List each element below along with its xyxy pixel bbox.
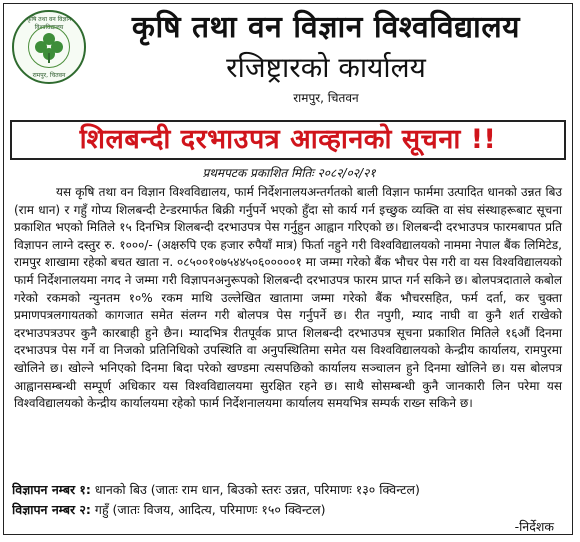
university-name: कृषि तथा वन विज्ञान विश्वविद्यालय — [131, 10, 521, 45]
notice-header — [4, 4, 574, 118]
notice-frame — [3, 3, 573, 535]
advertisement-2-label: विज्ञापन नम्बर २: — [12, 502, 91, 517]
signatory: -निर्देशक — [514, 519, 554, 534]
advertisement-2-text: गहुँ (जातः विजय, आदित्य, परिमाणः १५० क्विन्टल) — [90, 502, 326, 517]
advertisement-1-text: धानको बिउ (जातः राम धान, बिउको स्तरः उन्नत, परिमाणः १३० क्विन्टल) — [90, 482, 420, 497]
notice-body: यस कृषि तथा वन विज्ञान विश्वविद्यालय, फार्म निर्देशनालयअन्तर्गतको बाली विज्ञान फार्ममा उत्पादित धानको उन्नत बिउ (राम धान) र गहुँ गोप्य शिलबन्दी टेन्डरमार्फत बिक्री गर्नुपर्ने भएको हुँदा सो कार्य गर्न इच्छुक व्यक्ति वा संघ संस्थाहरूबाट सूचना प्रकाशित भएको मितिले १५ दिनभित्र शिलबन्दी दरभाउपत्र पेस गर्नुहुन आह्वान गरिएको छ। शिलबन्दी दरभाउपत्र फारमबापत प्रति विज्ञापन लाग्ने दस्तुर रु. १०००/- (अक्षरुपि एक हजार रुपैयाँ मात्र) फिर्ता नहुने गरी विश्वविद्यालयको नाममा नेपाल बैंक लिमिटेड, रामपुर शाखामा रहेको बचत खाता न. ०८५००१०७५४४५०६०००००१ मा जम्मा गरेको बैंक भौचर पेस गरी वा यस विश्वविद्यालयको फार्म निर्देशनालयमा नगद ने जम्मा गरी विज्ञापनअनुरूपको शिलबन्दी दरभाउपत्र फारम प्राप्त गर्न सकिने छ। बोलपत्रदाताले कबोल गरेको रकमको न्युनतम १०% रकम माथि उल्लेखित खातामा जम्मा गरेको बैंक भौचरसहित, फर्म दर्ता, कर चुक्ता प्रमाणपत्रलगायतको कागजात समेत संलग्न गरी बोलपत्र पेस गर्नुपर्ने छ। रीत नपुगी, म्याद नाघी वा कुनै शर्त राखेको दरभाउपत्रउपर कुनै कारबाही हुने छैन। म्यादभित्र रीतपूर्वक प्राप्त शिलबन्दी दरभाउपत्र सूचना प्रकाशित मितिले १६औं दिनमा दरभाउपत्र पेस गर्ने वा निजको प्रतिनिधिको उपस्थिति वा अनुपस्थितिमा समेत यस विश्वविद्यालयको केन्द्रीय कार्यालय, रामपुरमा खोलिने छ। खोल्ने भनिएको दिनमा बिदा परेको खण्डमा त्यसपछिको कार्यालय सञ्चालन हुने दिनमा खोलिने छ। यस बोलपत्र आह्वानसम्बन्धी सम्पूर्ण अधिकार यस विश्वविद्यालयमा सुरक्षित रहने छ। साथै सोसम्बन्धी कुनै जानकारी लिन परेमा यस विश्वविद्यालयको केन्द्रीय कार्यालयमा रहेको फार्म निर्देशनालयमा कार्यालय समयभित्र सम्पर्क राख्न सकिने छ। — [14, 185, 562, 411]
university-logo — [12, 10, 86, 84]
advertisement-1 — [12, 482, 562, 498]
logo-emblem — [28, 26, 70, 68]
clover-icon — [29, 27, 69, 67]
advertisement-1-label: विज्ञापन नम्बर १: — [12, 482, 91, 497]
office-name: रजिष्ट्रारको कार्यालय — [226, 51, 426, 84]
logo-text-bottom: रामपुर, चितवन — [32, 72, 66, 79]
office-location: रामपुर, चितवन — [293, 91, 359, 105]
advertisement-2 — [12, 502, 562, 518]
logo-text-top: कृषि तथा वन विज्ञान विश्वविद्यालय — [26, 16, 72, 31]
publication-date: प्रथमपटक प्रकाशित मितिः २०८२/०२/२१ — [202, 166, 376, 180]
notice-title: शिलबन्दी दरभाउपत्र आव्हानको सूचना !! — [10, 120, 566, 160]
